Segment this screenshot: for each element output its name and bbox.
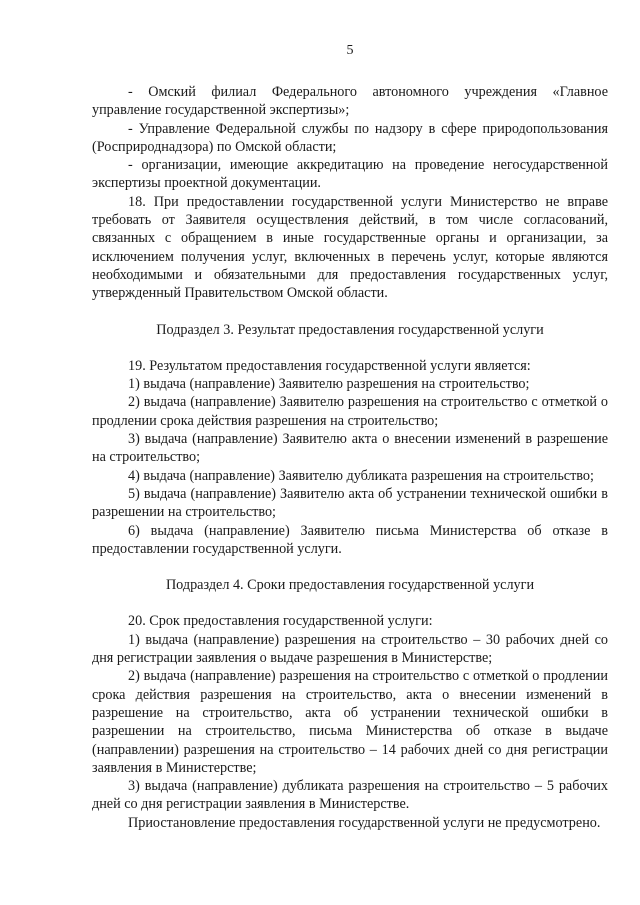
- result-item-6: 6) выдача (направление) Заявителю письма Министерства об отказе в предоставлении государственной услуги.: [92, 522, 608, 557]
- result-item-3: 3) выдача (направление) Заявителю акта о внесении изменений в разрешение на строительство;: [92, 431, 608, 466]
- result-item-4: 4) выдача (направление) Заявителю дубликата разрешения на строительство;: [128, 467, 594, 484]
- subsection-3-title: Подраздел 3. Результат предоставления государственной услуги: [156, 321, 544, 338]
- suspension-note: Приостановление предоставления государственной услуги не предусмотрено.: [128, 814, 601, 831]
- paragraph-18: 18. При предоставлении государственной услуги Министерство не вправе требовать от Заявителя осуществления действий, в том числе согласований, связанных с обращением в иные государственные органы и организации, за исключением получения услуг, включенных в перечень услуг, которые являются необходимыми и обязательными для предоставления государственных услуг, утвержденный Правительством Омской области.: [92, 193, 608, 302]
- paragraph-19-intro: 19. Результатом предоставления государственной услуги является:: [128, 357, 531, 374]
- term-item-3: 3) выдача (направление) дубликата разрешения на строительство – 5 рабочих дней со дня регистрации заявления в Министерстве.: [92, 778, 608, 813]
- list-item-accredited-orgs: - организации, имеющие аккредитацию на проведение негосударственной экспертизы проектной документации.: [92, 157, 608, 192]
- list-item-omsk-branch: - Омский филиал Федерального автономного учреждения «Главное управление государственной экспертизы»;: [92, 84, 608, 119]
- term-item-2: 2) выдача (направление) разрешения на строительство с отметкой о продлении срока действия разрешения на строительство, акта о внесении изменений в разрешение на строительство, акта об устранении технической ошибки в разрешении на строительство, письма Министерства об отказе в выдаче (направлении) разрешения на строительство – 14 рабочих дней со дня регистрации заявления в Министерстве;: [92, 668, 608, 776]
- result-item-1: 1) выдача (направление) Заявителю разрешения на строительство;: [128, 376, 530, 393]
- result-item-5: 5) выдача (направление) Заявителю акта об устранении технической ошибки в разрешении на строительство;: [92, 485, 608, 521]
- list-item-rosprirodnadzor: - Управление Федеральной службы по надзору в сфере природопользования (Росприроднадзора) по Омской области;: [92, 120, 608, 155]
- result-item-2: 2) выдача (направление) Заявителю разрешения на строительство с отметкой о продлении срока действия разрешения на строительство;: [92, 394, 608, 429]
- page-number: 5: [346, 43, 354, 58]
- term-item-1: 1) выдача (направление) разрешения на строительство – 30 рабочих дней со дня регистрации заявления о выдаче разрешения в Министерстве;: [92, 631, 608, 667]
- paragraph-20-intro: 20. Срок предоставления государственной услуги:: [128, 613, 433, 630]
- subsection-4-title: Подраздел 4. Сроки предоставления государственной услуги: [165, 577, 535, 594]
